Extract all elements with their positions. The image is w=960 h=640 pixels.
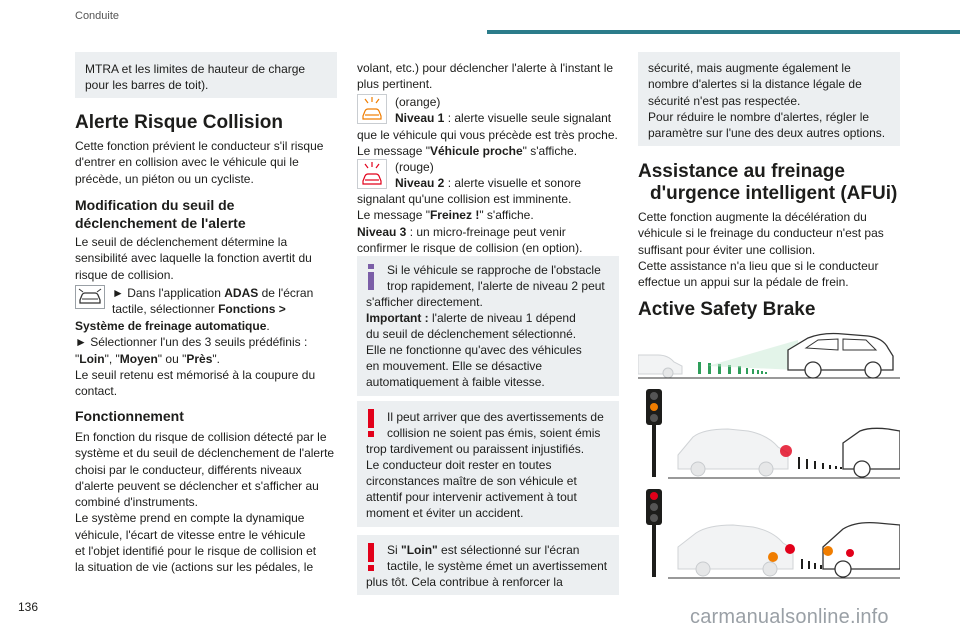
text-line: véhicule, l'écart de vitesse entre le véhicule (75, 527, 306, 542)
info-note-box (357, 256, 619, 396)
text-line: d'alerte peuvent se déclencher et s'afficher au (75, 478, 319, 493)
text-line: Si le véhicule se rapproche de l'obstacle (387, 263, 601, 277)
page-number: 136 (18, 600, 39, 614)
red-label: (rouge) (395, 160, 434, 174)
text-line: Cette fonction prévient le conducteur s'il risque (75, 139, 324, 153)
text-line: Le système prend en compte la dynamique (75, 511, 305, 526)
text-line: sécurité, mais augmente également le (648, 61, 851, 75)
text-line: Niveau 3 : un micro-freinage peut venir (357, 224, 566, 239)
warning-box-1 (357, 401, 619, 527)
text-line: signalant qu'une collision est imminente. (357, 192, 572, 206)
watermark-text: carmanualsonline.info (690, 606, 889, 628)
text-line: Niveau 2 : alerte visuelle et sonore (395, 176, 582, 191)
text-line: effectue un appui sur la pédale de frein. (638, 275, 849, 290)
text-line: Pour réduire le nombre d'alertes, régler le (648, 109, 870, 124)
text-line: que le véhicule qui vous précède est très proche. (357, 128, 618, 142)
level-1-continued (357, 127, 627, 160)
title-line: déclenchement de l'alerte (75, 215, 246, 231)
text-line: précède, un piéton ou un cycliste. (75, 171, 254, 186)
text-line: Important : l'alerte de niveau 1 dépend (366, 311, 576, 325)
text-line: en mouvement. Elle se désactive (366, 359, 543, 373)
warning-exclamation-icon (367, 543, 375, 571)
title-line: Assistance au freinage (638, 161, 845, 182)
text-line: choisi par le conducteur, différents niveaux (75, 462, 302, 477)
text-line: tactile, sélectionner Fonctions > (112, 302, 286, 317)
text-line: automatiquement à faible vitesse. (366, 375, 545, 389)
text-line: combiné d'instruments. (75, 495, 199, 510)
running-header: Conduite (75, 10, 120, 22)
text-line: Si "Loin" est sélectionné sur l'écran (387, 543, 580, 557)
text-line: moment et éviter un accident. (366, 506, 524, 520)
continued-paragraph (357, 60, 622, 93)
text-line: contact. (75, 384, 118, 399)
text-line: Le message "Freinez !" s'affiche. (357, 208, 534, 223)
text-line: sécurité n'est pas respectée. (648, 93, 801, 108)
text-line: d'entrer en collision avec le véhicule qui le (75, 155, 299, 170)
step-1-continued (75, 318, 350, 399)
continued-note-box (75, 52, 337, 98)
adas-car-icon (75, 285, 105, 309)
text-line: la situation de vie (actions sur les pédales, le (75, 560, 314, 575)
section-title-afui (638, 161, 928, 205)
note-line: pour les barres de toit). (85, 78, 209, 93)
text-line: Système de freinage automatique. (75, 319, 270, 333)
text-line: du seuil de déclenchement sélectionné. (366, 327, 577, 341)
section-title-alerte-risque-collision: Alerte Risque Collision (75, 112, 283, 133)
text-line: suffisant pour éviter une collision. (638, 242, 816, 257)
illustration-red-alert (638, 485, 900, 580)
subsection-title-seuil (75, 196, 345, 232)
text-line: volant, etc.) pour déclencher l'alerte à l'instant le (357, 61, 614, 75)
text-line: plus pertinent. (357, 77, 433, 92)
text-line: trop tardivement ou paraissent injustifiés. (366, 442, 585, 456)
text-line: circonstances maître de son véhicule et (366, 474, 577, 488)
text-line: Le seuil retenu est mémorisé à la coupure du (75, 367, 316, 382)
text-line: Le message "Véhicule proche" s'affiche. (357, 144, 578, 159)
illustration-orange-alert (638, 385, 900, 480)
afui-paragraph (638, 209, 913, 290)
text-line: collision ne soient pas émis, soient émis (387, 426, 601, 440)
collision-alert-red-icon (357, 159, 387, 189)
text-line: Le seuil de déclenchement détermine la (75, 235, 288, 249)
text-line: véhicule si le freinage du conducteur n'est pas (638, 226, 884, 241)
info-icon (367, 264, 375, 290)
orange-label: (orange) (395, 95, 441, 109)
text-line: système et du seuil de déclenchement de l'alerte (75, 446, 335, 461)
level-2-continued (357, 191, 627, 256)
text-line: plus tôt. Cela contribue à renforcer la (366, 575, 563, 589)
text-line: En fonction du risque de collision détecté par le (75, 430, 327, 444)
text-line: confirmer le risque de collision (en option). (357, 240, 583, 255)
text-line: trop rapidement, l'alerte de niveau 2 peut (387, 279, 605, 293)
text-line: et l'objet identifié pour le risque de collision et (75, 544, 317, 559)
intro-paragraph (75, 138, 345, 187)
title-line: Modification du seuil de (75, 197, 235, 213)
text-line: paramètre sur l'une des deux autres options. (648, 126, 886, 141)
text-line: Il peut arriver que des avertissements de (387, 410, 604, 424)
fonctionnement-paragraph (75, 429, 350, 576)
text-line: ► Dans l'application ADAS de l'écran (112, 286, 314, 300)
text-line: nombre d'alertes si la distance légale de (648, 77, 862, 92)
text-line: tactile, le système émet un avertissement (387, 559, 608, 573)
illustration-following-distance (638, 330, 900, 380)
threshold-options: "Loin", "Moyen" ou "Près". (75, 351, 220, 366)
warning-box-2 (357, 535, 619, 595)
collision-alert-orange-icon (357, 94, 387, 124)
continued-note-box (638, 52, 900, 146)
text-line: Cette fonction augmente la décélération du (638, 210, 867, 224)
subsection-title-fonctionnement: Fonctionnement (75, 408, 184, 424)
warning-exclamation-icon (367, 409, 375, 437)
text-line: Le conducteur doit rester en toutes (366, 458, 552, 472)
seuil-paragraph (75, 234, 345, 283)
text-line: Niveau 1 : alerte visuelle seule signalant (395, 111, 612, 126)
text-line: Cette assistance n'a lieu que si le conducteur (638, 258, 879, 273)
title-line: d'urgence intelligent (AFUi) (650, 183, 898, 204)
step-2-text: ► Sélectionner l'un des 3 seuils prédéfinis : (75, 335, 308, 350)
text-line: sensibilité avec laquelle la fonction avertit du (75, 251, 312, 266)
text-line: s'afficher directement. (366, 295, 483, 309)
text-line: attentif pour intervenir activement à tout (366, 490, 577, 504)
level-2-block (395, 159, 630, 192)
text-line: risque de collision. (75, 267, 174, 282)
level-1-block (395, 94, 630, 127)
text-line: Elle ne fonctionne qu'avec des véhicules (366, 343, 582, 357)
step-1-text (112, 285, 352, 318)
note-line: MTRA et les limites de hauteur de charge (85, 62, 306, 76)
header-accent-bar (487, 30, 960, 34)
section-title-active-safety-brake: Active Safety Brake (638, 299, 816, 320)
